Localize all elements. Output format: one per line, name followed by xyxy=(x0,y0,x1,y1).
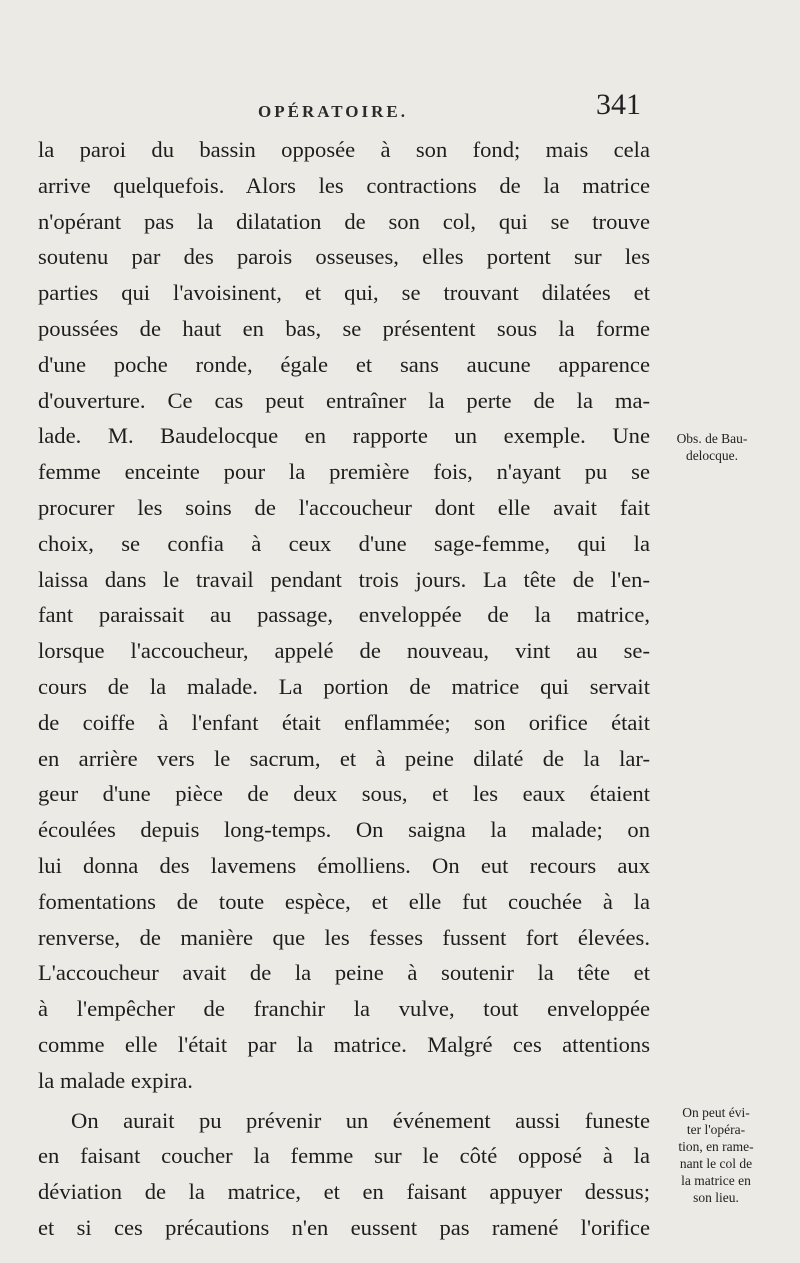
text-line: lorsque l'accoucheur, appelé de nouveau, vint au se- xyxy=(38,638,650,664)
text-line: la paroi du bassin opposée à son fond; mais cela xyxy=(38,137,650,162)
margin-note-line: On peut évi- xyxy=(682,1105,750,1120)
text-line: d'une poche ronde, égale et sans aucune apparence xyxy=(38,351,650,377)
margin-note-line: delocque. xyxy=(685,448,739,463)
margin-note-line: ter l'opéra- xyxy=(686,1122,746,1137)
margin-note-line: son lieu. xyxy=(693,1190,739,1205)
margin-note-avoid-operation xyxy=(660,1104,772,1206)
margin-note-line: tion, en rame- xyxy=(678,1139,754,1154)
text-line: renverse, de manière que les fesses fussent fort élevées. xyxy=(38,924,650,950)
text-line: écoulées depuis long-temps. On saigna la malade; on xyxy=(38,817,650,843)
margin-note-baudelocque xyxy=(656,430,768,464)
running-header: OPÉRATOIRE. xyxy=(258,102,408,121)
text-line: choix, se confia à ceux d'une sage-femme, qui la xyxy=(38,530,650,556)
text-line: fant paraissait au passage, enveloppée de la matrice, xyxy=(38,602,650,628)
text-line: On aurait pu prévenir un événement aussi funeste xyxy=(71,1107,650,1133)
text-line: n'opérant pas la dilatation de son col, qui se trouve xyxy=(38,208,650,234)
paragraph-1 xyxy=(38,132,650,1099)
text-line: lui donna des lavemens émolliens. On eut recours aux xyxy=(38,852,650,878)
page-number: 341 xyxy=(596,88,641,121)
text-line: la malade expira. xyxy=(38,1067,193,1093)
margin-note-line: Obs. de Bau- xyxy=(676,431,748,446)
text-line: femme enceinte pour la première fois, n'ayant pu se xyxy=(38,459,650,485)
text-line: parties qui l'avoisinent, et qui, se trouvant dilatées et xyxy=(38,280,650,306)
text-line: à l'empêcher de franchir la vulve, tout enveloppée xyxy=(38,996,650,1022)
text-line: en arrière vers le sacrum, et à peine dilaté de la lar- xyxy=(38,745,650,771)
paragraph-2 xyxy=(38,1103,650,1246)
text-line: procurer les soins de l'accoucheur dont elle avait fait xyxy=(38,494,650,520)
text-line: déviation de la matrice, et en faisant appuyer dessus; xyxy=(38,1179,650,1205)
text-line: et si ces précautions n'en eussent pas ramené l'orifice xyxy=(38,1214,650,1240)
text-line: lade. M. Baudelocque en rapporte un exemple. Une xyxy=(38,423,650,449)
margin-note-line: nant le col de xyxy=(679,1156,753,1171)
text-line: en faisant coucher la femme sur le côté opposé à la xyxy=(38,1143,650,1169)
text-line: L'accoucheur avait de la peine à soutenir la tête et xyxy=(38,960,650,986)
text-line: fomentations de toute espèce, et elle fut couchée à la xyxy=(38,888,650,914)
text-line: laissa dans le travail pendant trois jours. La tête de l'en- xyxy=(38,566,650,592)
text-line: geur d'une pièce de deux sous, et les eaux étaient xyxy=(38,781,650,807)
margin-note-line: la matrice en xyxy=(681,1173,751,1188)
text-line: comme elle l'était par la matrice. Malgré ces attentions xyxy=(38,1031,650,1057)
text-line: soutenu par des parois osseuses, elles portent sur les xyxy=(38,244,650,270)
text-line: de coiffe à l'enfant était enflammée; son orifice était xyxy=(38,709,650,735)
text-line: cours de la malade. La portion de matrice qui servait xyxy=(38,673,650,699)
text-line: poussées de haut en bas, se présentent sous la forme xyxy=(38,315,650,341)
body-text xyxy=(38,132,650,1246)
text-line: d'ouverture. Ce cas peut entraîner la perte de la ma- xyxy=(38,387,650,413)
text-line: arrive quelquefois. Alors les contractions de la matrice xyxy=(38,172,650,198)
